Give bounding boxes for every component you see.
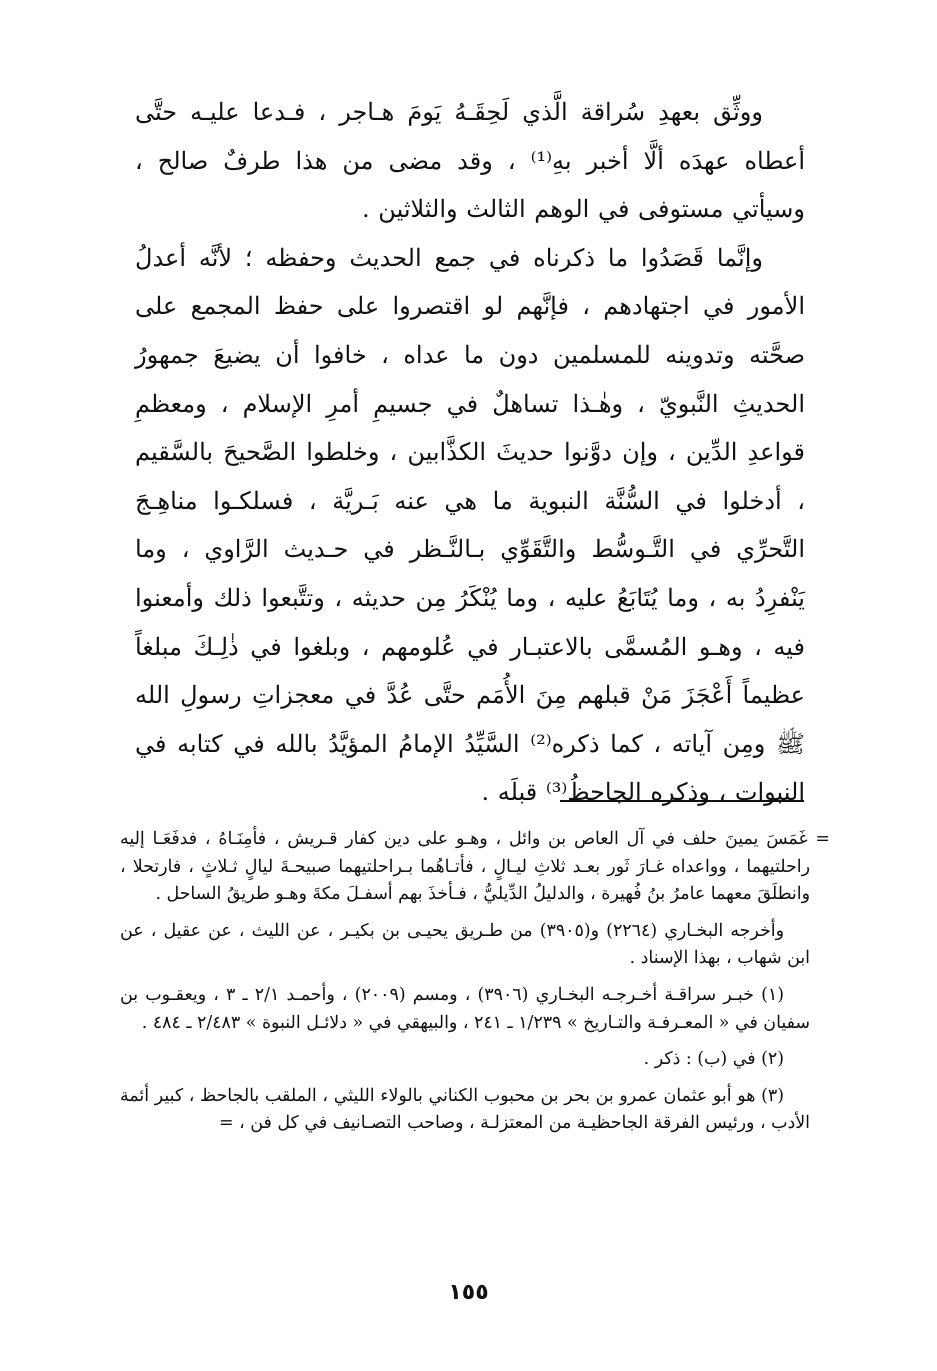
footnote-3: [120, 1083, 810, 1138]
paragraph: ووثِّق بعهدِ سُراقة الَّذي لَحِقَـهُ يَومَ هـاجر ، فـدعا عليـه حتَّى أعطاه عهدَه ألَّا أخبر بهِ⁽¹⁾ ، وقد مضى من هذا طرفٌ صالح ، وسيأتي مستوفى في الوهم الثالث والثلاثين .: [135, 98, 806, 224]
footnotes: [120, 826, 830, 1147]
continuation-marker: =: [815, 829, 830, 849]
main-text: [135, 88, 805, 817]
footnote-2: (٢) في (ب) : ذكر .: [643, 1049, 784, 1070]
page-number: ١٥٥: [448, 1280, 489, 1305]
footnote-continuation: [120, 826, 830, 909]
footnote-takhrij: وأخرجه البخـاري (٢٢٦٤) و(٣٩٠٥) من طـريق يحيـى بن بكيـر ، عن الليث ، عن عقيل ، عن ابن شهاب ، بهذا الإسناد .: [120, 920, 810, 969]
footnote-1: (١) خبـر سراقـة أخـرجـه البخـاري (٣٩٠٦) ، ومسم (٢٠٠٩) ، وأحمـد ٢/١ ـ ٣ ، ويعقـوب بن سفيان في « المعـرفـة والتـاريخ » ١/٢٣٩ ـ ٢٤١ ، والبيهقي في « دلائـل النبوة » ٢/٤٨٣ ـ ٤٨٤ .: [120, 984, 810, 1033]
continues-marker: =: [219, 1113, 234, 1134]
footnote-separator: [560, 800, 804, 802]
continuation-text: غَمَسَ يمينَ حلف في آل العاص بن وائل ، وهـو على دين كفار قـريش ، فأمِنَـاهُ ، فدفَعَـا إليه راحلتيهما ، وواعداه غـارَ ثَور بعـد ثلاثِ ليـالٍ ، فأتـاهُما بـراحلتيهما صبيحـةَ ليالٍ ثـلاثٍ ، فارتحلا ، وانطلَقَ معهما عامرُ بنُ فُهيرة ، والدليلُ الدِّيليُّ ، فـأخذَ بهم أسفـلَ مكةَ وهـو طريقُ الساحل .: [120, 829, 810, 905]
footnote-3-text: (٣) هو أبو عثمان عمرو بن بحر بن محبوب الكناني بالولاء الليثي ، الملقب بالجاحظ ، كبير أئمة الأدب ، ورئيس الفرقة الجاحظيـة من المعتزلـة ، وصاحب التصـانيف في كل فن ،: [120, 1085, 810, 1134]
paragraph: وإنَّما قَصَدُوا ما ذكرناه في جمع الحديث وحفظه ؛ لأنَّه أعدلُ الأمور في اجتهادهم ، فإنَّهم لو اقتصروا على حفظ المجمع على صحَّته وتدوينه للمسلمين دون ما عداه ، خافوا أن يضيعَ جمهورُ الحديثِ النَّبويّ ، وهٰـذا تساهلٌ في جسيمِ أمرِ الإسلام ، ومعظمِ قواعدِ الدِّين ، وإن دوَّنوا حديثَ الكذَّابين ، وخلطوا الصَّحيحَ بالسَّقيم ، أدخلوا في السُّنَّة النبوية ما هي عنه بَـريَّة ، فسلكـوا مناهِـجَ التَّحرِّي في التَّـوسُّط والتَّقَوِّي بـالنَّـظر في حـديث الرَّاوي ، وما يَنْفرِدُ به ، وما يُتَابَعُ عليه ، وما يُنْكَرُ مِن حديثه ، وتتَّبعوا ذلك وأمعنوا فيه ، وهـو المُسمَّى بالاعتبـار في عُلومهم ، وبلغوا في ذٰلِـكَ مبلغاً عظيماً أَعْجَزَ مَنْ قبلهم مِنَ الأُمَم حتَّى عُدَّ في معجزاتِ رسولِ الله ﷺ ومِن آياته ، كما ذكره⁽²⁾ السَّيِّدُ الإمامُ المؤيَّدُ بالله في كتابه في النبوات ، وذكره الجاحظُ⁽³⁾ قبلَه .: [135, 243, 805, 807]
